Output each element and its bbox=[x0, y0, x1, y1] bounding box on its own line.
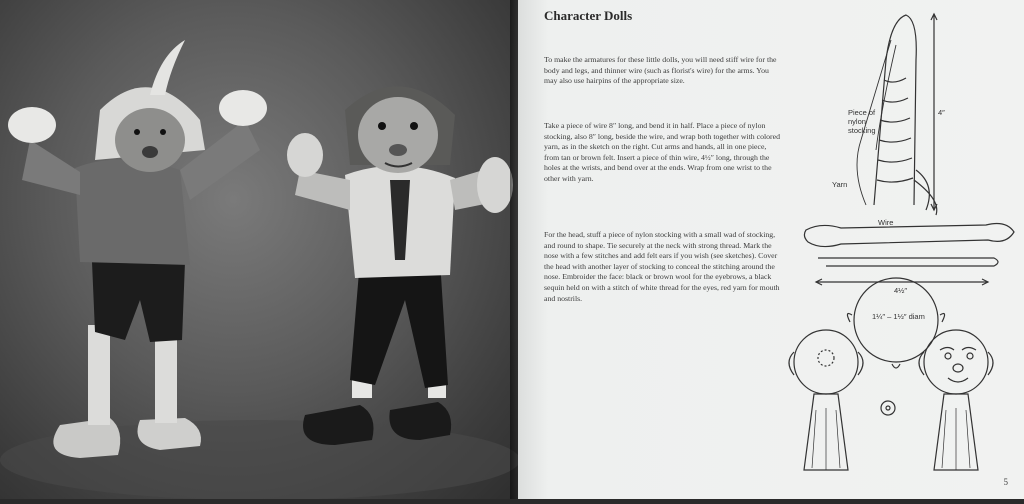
sketch-drawing bbox=[766, 0, 1024, 499]
armature-sketch bbox=[766, 0, 1024, 499]
label-diameter: 1¼″ – 1½″ diam bbox=[872, 312, 925, 321]
page-heading: Character Dolls bbox=[544, 8, 633, 23]
paragraph-head: For the head, stuff a piece of nylon stocking with a small wad of stocking, and round to shape. Tie securely at the neck with strong thread. Mark the nose with a few stitches and add felt ears if you wish (see sketches). Cover the head with another layer of stocking to conceal the stitching around the nose. Embroider the face: black or brown wool for the eyebrows, a black sequin held on with a stitch of white thread for the eyes, red yarn for mouth and nostrils. bbox=[544, 230, 780, 303]
doll-blonde bbox=[8, 40, 267, 458]
text-page bbox=[518, 0, 1024, 499]
page-number: 5 bbox=[1003, 477, 1008, 487]
doll-darkhair bbox=[287, 86, 513, 445]
paragraph-armature: Take a piece of wire 8″ long, and bend it in half. Place a piece of nylon stocking, also 8″ long, beside the wire, and wrap both together with colored yarn, as in the sketch on the right. Cut arms and hands, all in one piece, from tan or brown felt. Insert a piece of thin wire, 4½″ long, through the holes at the wrists, and bend over at the ends. Wrap from one wrist to the other with yarn. bbox=[544, 121, 781, 183]
paragraph-materials: To make the armatures for these little dolls, you will need stiff wire for the body and legs, and thinner wire (such as florist's wire) for the arms. You may also use hairpins of the appropriate size. bbox=[544, 55, 777, 86]
label-nylon-stocking: Piece of nylon stocking bbox=[848, 108, 876, 135]
label-length-4in: 4″ bbox=[938, 108, 945, 117]
label-yarn: Yarn bbox=[832, 180, 848, 189]
label-wire: Wire bbox=[878, 218, 894, 227]
label-arm-length: 4½″ bbox=[894, 286, 908, 295]
